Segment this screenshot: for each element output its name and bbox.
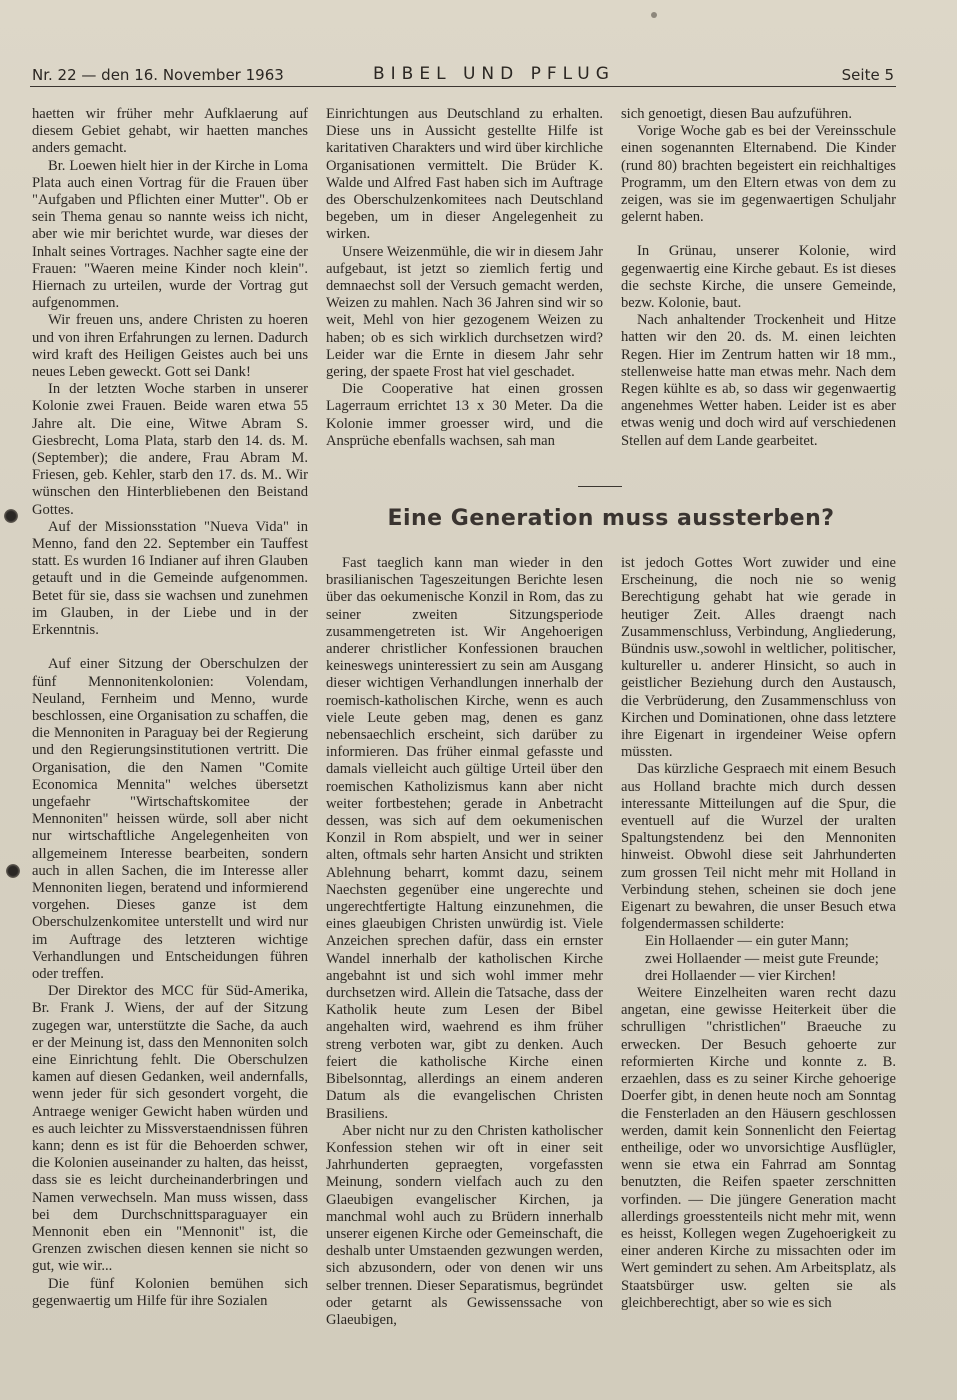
paragraph: Br. Loewen hielt hier in der Kirche in Loma Plata auch einen Vortrag für die Frauen über "Aufgaben und Pflichten einer Mutter". Ob er sein Thema genau so nannte weiss ich nicht, aber wie mir berichtet wurde, war dieses der Inhalt seines Vortrages. Nachher sagte eine der Frauen: "Waeren meine Kinder noch klein". Hiernach zu urteilen, wurde der Vortrag gut aufgenommen. — [32, 157, 308, 312]
column-1 — [32, 106, 308, 1346]
paragraph: ist jedoch Gottes Wort zuwider und eine Erscheinung, die noch nie so wenig Berechtigung gehabt hat wie gerade in heutiger Zeit. Alles draengt nach Zusammenschluss, Verbindung, Angliederung, Bündnis usw.,sowohl in weltlicher, politischer, kultureller u. anderer Hinsicht, so auch in geistlicher Beziehung durch den Austausch, die Verbrüderung, den Zusammenschluss von Kirchen und Dominationen, ohne dass letztere ihre Eigenart in irgendeiner Weise opfern müssten. — [621, 555, 896, 761]
paper-speck — [651, 12, 657, 18]
paragraph: Auf der Missionsstation "Nueva Vida" in Menno, fand den 22. September ein Tauffest statt. Es wurden 16 Indianer auf ihren Glauben getauft und in die Gemeinde aufgenommen. Betet für sie, dass sie wachsen und zunehmen im Glauben, in der Liebe und in der Erkenntnis. — [32, 518, 308, 639]
paragraph: Einrichtungen aus Deutschland zu erhalten. Diese uns in Aussicht gestellte Hilfe ist karitativen Charakters und wird über kirchliche Organisationen vermittelt. Die Brüder K. Walde und Alfred Fast haben sich im Auftrage des Oberschulzenkomitees nach Deutschland begeben, um in dieser Angelegenheit zu wirken. — [326, 106, 603, 243]
column-2 — [326, 106, 603, 472]
paragraph: In Grünau, unserer Kolonie, wird gegenwaertig eine Kirche gebaut. Es ist dieses die sechste Kirche, die unsere Gemeinde, bezw. Kolonie, baut. — [621, 243, 896, 312]
column-3 — [621, 106, 896, 466]
paragraph: In der letzten Woche starben in unserer Kolonie zwei Frauen. Beide waren etwa 55 Jahre alt. Die eine, Witwe Abram S. Giesbrecht, Loma Plata, starb den 14. ds. M. (September); die andere, Frau Abram M. Friesen, geb. Kehler, starb den 17. ds. M.. Wir wünschen den Hinterbliebenen den Beistand Gottes. — [32, 381, 308, 518]
issue-date: Nr. 22 — den 16. November 1963 — [32, 66, 284, 84]
paragraph: Fast taeglich kann man wieder in den brasilianischen Tageszeitungen Berichte lesen über das oekumenische Konzil in Rom, das zu seiner zweiten Sitzungsperiode zusammengetreten ist. Wir Angehoerigen anderer christlicher Konfessionen brauchen keineswegs uninteressiert zu sein am Ausgang dieser wichtigen Verhandlungen innerhalb der roemisch-katholischen Kirche, wenn es auch viele Leute geben mag, denen es ganz nebensaechlich erscheint, sich darüber zu informieren. Das früher einmal gefasste und damals vielleicht auch gültige Urteil über den roemischen Katholizismus kann aber nicht weiter fortbestehen; gerade in Anbetracht dessen, was sich auf dem oekumenischen Konzil in Rom abspielt, und wer in seiner alten, oftmals sehr harten Ansicht und strikten Ablehnung beharrt, kommt dazu, seinem Naechsten gegenüber eine ungerechte und ungerechtfertigte Haltung einzunehmen, die eines glaeubigen Christen unwürdig ist. Viele Anzeichen sprechen dafür, dass ein ernster Wandel innerhalb der katholischen Kirche angebahnt ist und sich wohl immer mehr durchsetzen wird. Allein die Tatsache, dass der Katholik heute zum Lesen der Bibel angehalten wird, waehrend es ihm früher streng verboten war, gibt zu denken. Auch feiert die katholische Kirche einen Bibelsonntag, allerdings an einem anderen Datum als die evangelischen Christen Brasiliens. — [326, 555, 603, 1122]
article-column-1 — [326, 555, 603, 1345]
paragraph: Die fünf Kolonien bemühen sich gegenwaertig um Hilfe für ihre Sozialen — [32, 1275, 308, 1309]
paragraph: Die Cooperative hat einen grossen Lagerraum errichtet 13 x 30 Meter. Da die Kolonie immer groesser wird, und die Ansprüche ebenfalls wachsen, sah man — [326, 381, 603, 449]
paragraph: Aber nicht nur zu den Christen katholischer Konfession stehen wir oft in einer seit Jahrhunderten gepraegten, vorgefassten Meinung, sondern vielfach auch zu den Glaeubigen evangelischer Kirchen, ja manchmal wohl auch zu Brüdern innerhalb unserer eigenen Kirche oder Gemeinschaft, die deshalb unter Umstaenden gezwungen werden, sich abzusondern, oder von denen wir uns selber trennen. Dieser Separatismus, begründet oder getarnt als Gewissenssache von Glaeubigen, — [326, 1122, 603, 1328]
page-header — [30, 64, 896, 87]
page-number: Seite 5 — [841, 66, 894, 84]
paragraph: Vorige Woche gab es bei der Vereinsschule einen sogenannten Elternabend. Die Kinder (rund 80) brachten begeistert ein reichhaltiges Programm, um den Eltern etwas von dem zu zeigen, was sie im gegenwaertigen Schuljahr gelernt haben. — [621, 123, 896, 226]
paragraph: drei Hollaender — vier Kirchen! — [645, 967, 837, 984]
paragraph: Nach anhaltender Trockenheit und Hitze hatten wir den 20. ds. M. einen leichten Regen. Hier im Zentrum hatten wir 18 mm., stellenweise hatte man etwas mehr. Nach dem Regen kühlte es ab, so dass wir gegenwaertig angenehmes Wetter haben. Leider ist es aber etwas wenig und doch wird auf verschiedenen Stellen auf dem Lande gearbeitet. — [621, 312, 896, 449]
paragraph: Der Direktor des MCC für Süd-Amerika, Br. Frank J. Wiens, der auf der Sitzung zugegen war, unterstützte die Sache, da auch er der Meinung ist, dass den Mennoniten solch eine Einrichtung fehlt. Die Oberschulzen kamen auf diesen Gedanken, weil andernfalls, wenn jeder für sich gesondert vorgeht, die Antraege weniger Gewicht haben würden und es auch leichter zu Missverstaendnissen führen kann; denn es ist für die Behoerden schwer, die Kolonien auseinander zu halten, das heisst, dass sie es leicht durcheinanderbringen und Namen verwechseln. Man muss wissen, dass bei dem Durchschnittsparaguayer ein Mennonit eben ein "Mennonit" ist, die Grenzen zwischen diesen kennen sie nicht so gut, wie wir... — [32, 983, 308, 1275]
paragraph: Weitere Einzelheiten waren recht dazu angetan, eine gewisse Heiterkeit über die schrulligen "christlichen" Braeuche zu erwecken. Der Besuch gehoerte zur reformierten Kirche und konnte z. B. erzaehlen, dass es zu seiner Kirche gehoerige Doerfer gibt, in denen heute noch am Sonntag die Fensterladen an den Häusern geschlossen werden, damit kein Sonnenlicht den Feiertag entheilige, oder wo unvorsichtige Ausflügler, wenn sie etwa ein Fahrrad am Sonntag benutzten, die Reifen spaeter zerschnitten vorfinden. — Die jüngere Generation macht allerdings groesstenteils nicht mehr mit, wenn es heisst, Kollegen wegen Zugehoerigkeit zu einer anderen Kirche zu missachten oder im Wert gemindert zu sehen. Am Arbeitsplatz, als Staatsbürger usw. gelten sie als gleichberechtigt, aber so wie es sich — [621, 985, 896, 1311]
section-divider — [578, 486, 622, 487]
punch-hole — [4, 509, 18, 523]
paragraph: Das kürzliche Gespraech mit einem Besuch aus Holland brachte mich durch dessen interessante Mitteilungen auf die Spur, die eventuell auf die Wurzel der uralten Spaltungstendenz bei den Mennoniten hinweist. Obwohl diese seit Jahrhunderten zum grossen Teil nicht mehr mit Holland in Verbindung stehen, scheinen sie doch jene Eigenart zu bewahren, die unser Besuch etwa folgendermassen schilderte: — [621, 761, 896, 933]
paragraph: haetten wir früher mehr Aufklaerung auf diesem Gebiet gehabt, wir haetten manches anders gemacht. — [32, 106, 308, 157]
paragraph: Ein Hollaender — ein guter Mann; — [645, 933, 849, 950]
paragraph: Auf einer Sitzung der Oberschulzen der fünf Mennonitenkolonien: Volendam, Neuland, Fernheim und Menno, wurde beschlossen, eine Organisation zu schaffen, die die Mennoniten in Paraguay bei der Regierung und den Regierungsinstitutionen vertritt. Die Organisation, die den Namen "Comite Economica Mennita" welches übersetzt ungefaehr "Wirtschaftskomitee der Mennoniten" heissen würde, soll aber nicht nur wirtschaftliche Angelegenheiten von allgemeinem Interesse bearbeiten, sondern auch in allen Sachen, die im Interesse aller Mennoniten liegen, beratend und informierend vorgehen. Dieses ganze ist dem Oberschulzenkomitee unterstellt und wird nur im Auftrage des letzteren wichtige Verhandlungen und Entscheidungen führen oder treffen. — [32, 656, 308, 982]
paragraph: Wir freuen uns, andere Christen zu hoeren und von ihren Erfahrungen zu lernen. Dadurch wird kraft des Heiligen Geistes auch bei uns neues Leben geweckt. Gott sei Dank! — [32, 312, 308, 381]
article-column-2 — [621, 555, 896, 1345]
paragraph: zwei Hollaender — meist gute Freunde; — [645, 950, 879, 967]
paragraph: sich genoetigt, diesen Bau aufzuführen. — [621, 106, 852, 122]
article-headline: Eine Generation muss aussterben? — [387, 506, 835, 531]
publication-name: BIBEL UND PFLUG — [373, 64, 615, 84]
paragraph: Unsere Weizenmühle, die wir in diesem Jahr aufgebaut, ist jetzt so ziemlich fertig und demnaechst soll der Versuch gemacht werden, Weizen zu mahlen. Nach 36 Jahren sind wir so weit, Mehl von hier gezogenem Weizen zu haben; ob es sich wirklich durchsetzen wird? Leider war die Ernte in diesem Jahr sehr gering, der spaete Frost hat viel geschadet. — [326, 243, 603, 381]
punch-hole — [6, 864, 20, 878]
